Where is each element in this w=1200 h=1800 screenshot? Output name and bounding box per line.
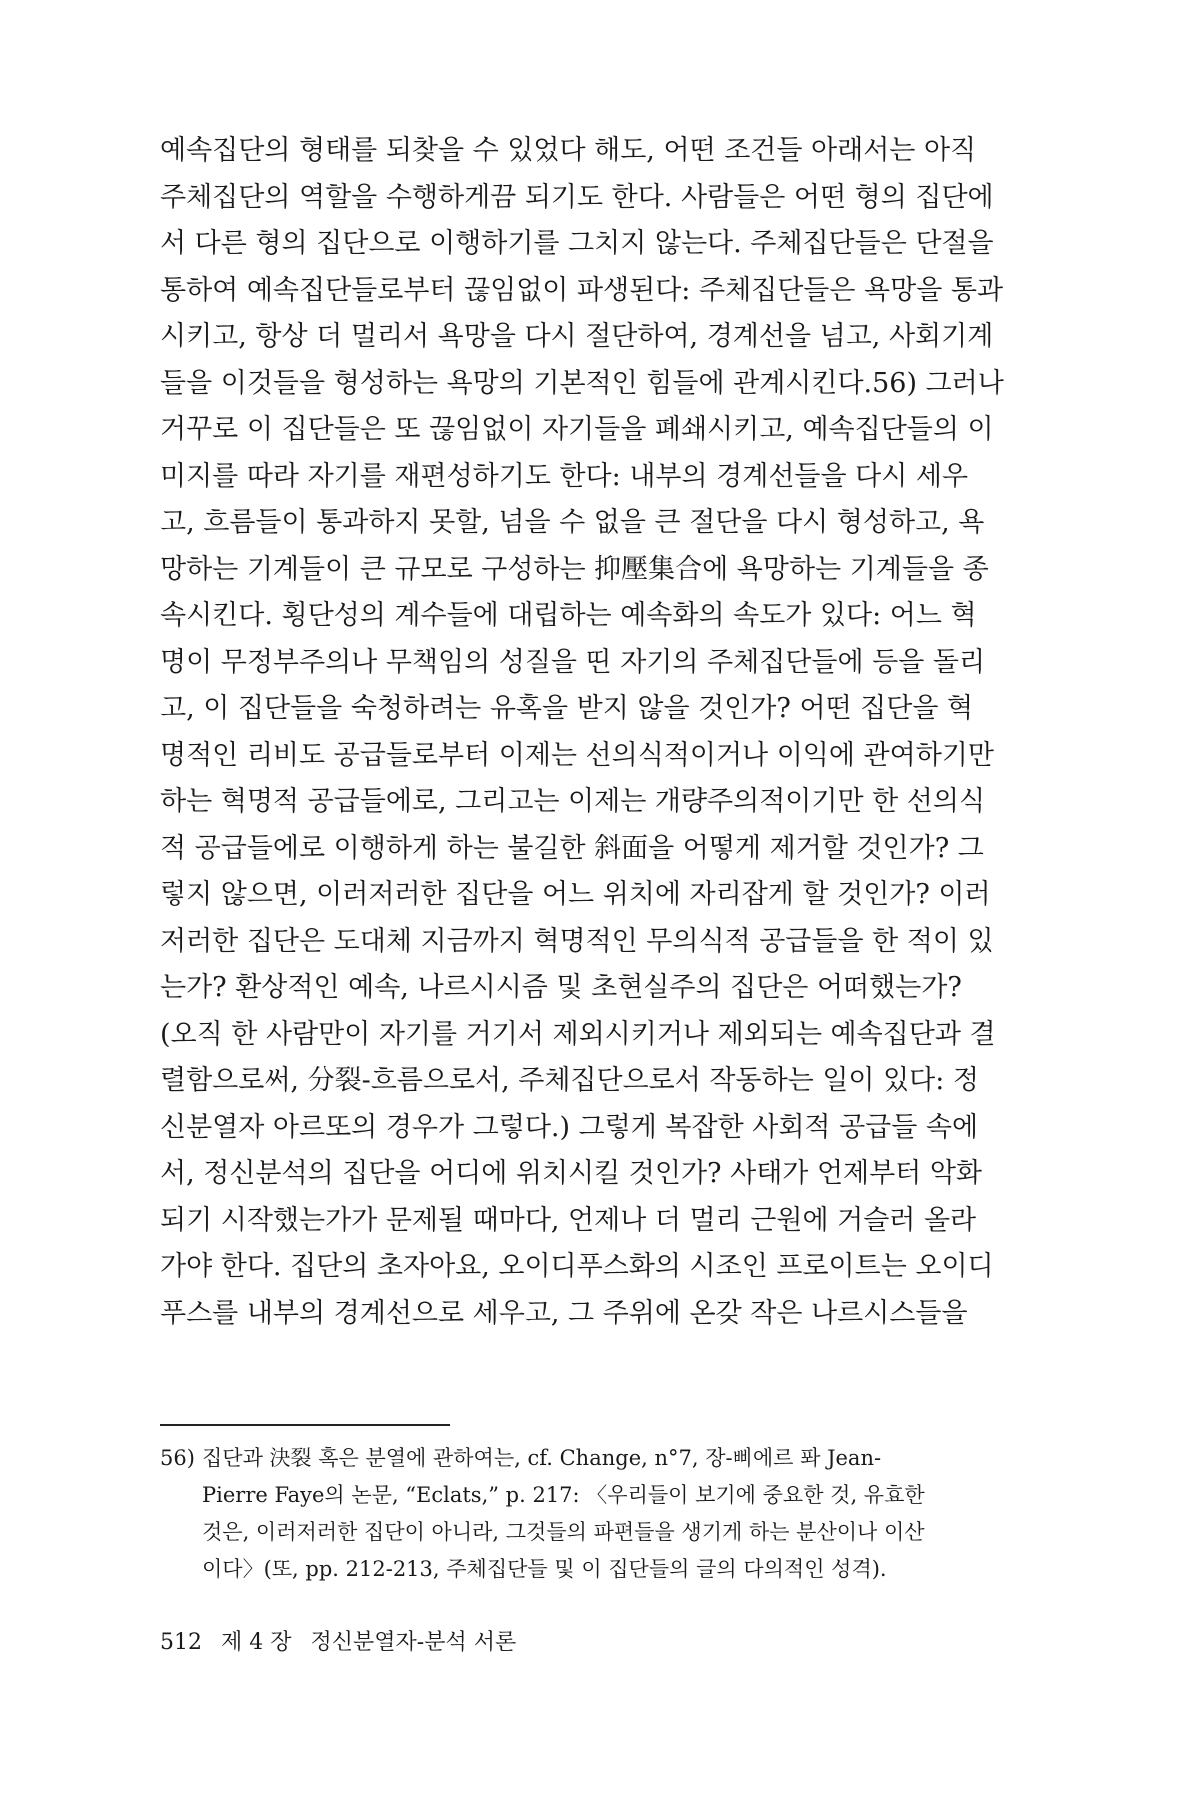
body-line: 명적인 리비도 공급들로부터 이제는 선의식적이거나 이익에 관여하기만 (160, 739, 994, 771)
footnote-divider (160, 1424, 450, 1426)
body-line: 미지를 따라 자기를 재편성하기도 한다: 내부의 경계선들을 다시 세우 (160, 460, 969, 492)
body-line: 명이 무정부주의나 무책임의 성질을 띤 자기의 주체집단들에 등을 돌리 (160, 646, 986, 678)
chapter-title: 정신분열자-분석 서론 (310, 1630, 517, 1655)
body-line: 저러한 집단은 도대체 지금까지 혁명적인 무의식적 공급들을 한 적이 있 (160, 925, 994, 957)
body-line: 서 다른 형의 집단으로 이행하기를 그치지 않는다. 주체집단들은 단절을 (160, 228, 994, 259)
body-line: 망하는 기계들이 큰 규모로 구성하는 抑壓集合에 욕망하는 기계들을 종 (160, 553, 989, 585)
body-text (160, 128, 1040, 1337)
body-line: 렬함으로써, 分裂-흐름으로서, 주체집단으로서 작동하는 일이 있다: 정 (160, 1065, 980, 1096)
footnote (160, 1440, 1040, 1588)
body-line: 들을 이것들을 형성하는 욕망의 기본적인 힘들에 관계시킨다.56) 그러나 (160, 367, 1004, 399)
body-line: 푸스를 내부의 경계선으로 세우고, 그 주위에 온갖 작은 나르시스들을 (160, 1297, 968, 1329)
page-number: 512 (160, 1630, 202, 1655)
footnote-line: 이다〉(또, pp. 212-213, 주체집단들 및 이 집단들의 글의 다의적인 성격). (202, 1557, 887, 1581)
body-line: 렇지 않으면, 이러저러한 집단을 어느 위치에 자리잡게 할 것인가? 이러 (160, 879, 991, 910)
body-line: 고, 흐름들이 통과하지 못할, 넘을 수 없을 큰 절단을 다시 형성하고, 욕 (160, 507, 985, 538)
body-line: 시키고, 항상 더 멀리서 욕망을 다시 절단하여, 경계선을 넘고, 사회기계 (160, 321, 994, 352)
body-line: 하는 혁명적 공급들에로, 그리고는 이제는 개량주의적이기만 한 선의식 (160, 786, 986, 817)
footnote-first-line (160, 1440, 1040, 1477)
body-line: (오직 한 사람만이 자기를 거기서 제외시키거나 제외되는 예속집단과 결 (160, 1018, 996, 1050)
footnote-number: 56) (160, 1446, 195, 1470)
body-line: 서, 정신분석의 집단을 어디에 위치시킬 것인가? 사태가 언제부터 악화 (160, 1158, 983, 1189)
body-line: 속시킨다. 횡단성의 계수들에 대립하는 예속화의 속도가 있다: 어느 혁 (160, 600, 977, 631)
footnote-line: 집단과 決裂 혹은 분열에 관하여는, cf. Change, n°7, 장-삐에르 퐈 Jean- (202, 1446, 882, 1470)
footnote-line: 것은, 이러저러한 집단이 아니라, 그것들의 파편들을 생기게 하는 분산이나 이산 (202, 1520, 925, 1544)
body-line: 가야 한다. 집단의 초자아요, 오이디푸스화의 시조인 프로이트는 오이디 (160, 1251, 994, 1282)
body-line: 되기 시작했는가가 문제될 때마다, 언제나 더 멀리 근원에 거슬러 올라 (160, 1204, 977, 1236)
body-line: 주체집단의 역할을 수행하게끔 되기도 한다. 사람들은 어떤 형의 집단에 (160, 181, 994, 213)
chapter-number: 제 4 장 (221, 1630, 292, 1655)
body-line: 신분열자 아르또의 경우가 그렇다.) 그렇게 복잡한 사회적 공급들 속에 (160, 1111, 979, 1143)
body-line: 거꾸로 이 집단들은 또 끊임없이 자기들을 폐쇄시키고, 예속집단들의 이 (160, 414, 994, 445)
body-line: 통하여 예속집단들로부터 끊임없이 파생된다: 주체집단들은 욕망을 통과 (160, 274, 1004, 306)
footnote-line: Pierre Faye의 논문, “Eclats,” p. 217: 〈우리들이 보기에 중요한 것, 유효한 (202, 1483, 925, 1507)
body-line: 적 공급들에로 이행하게 하는 불길한 斜面을 어떻게 제거할 것인가? 그 (160, 832, 984, 864)
body-line: 고, 이 집단들을 숙청하려는 유혹을 받지 않을 것인가? 어떤 집단을 혁 (160, 693, 974, 724)
body-line: 는가? 환상적인 예속, 나르시시즘 및 초현실주의 집단은 어떠했는가? (160, 972, 962, 1003)
page-footer (160, 1628, 528, 1658)
body-line: 예속집단의 형태를 되찾을 수 있었다 해도, 어떤 조건들 아래서는 아직 (160, 135, 977, 166)
